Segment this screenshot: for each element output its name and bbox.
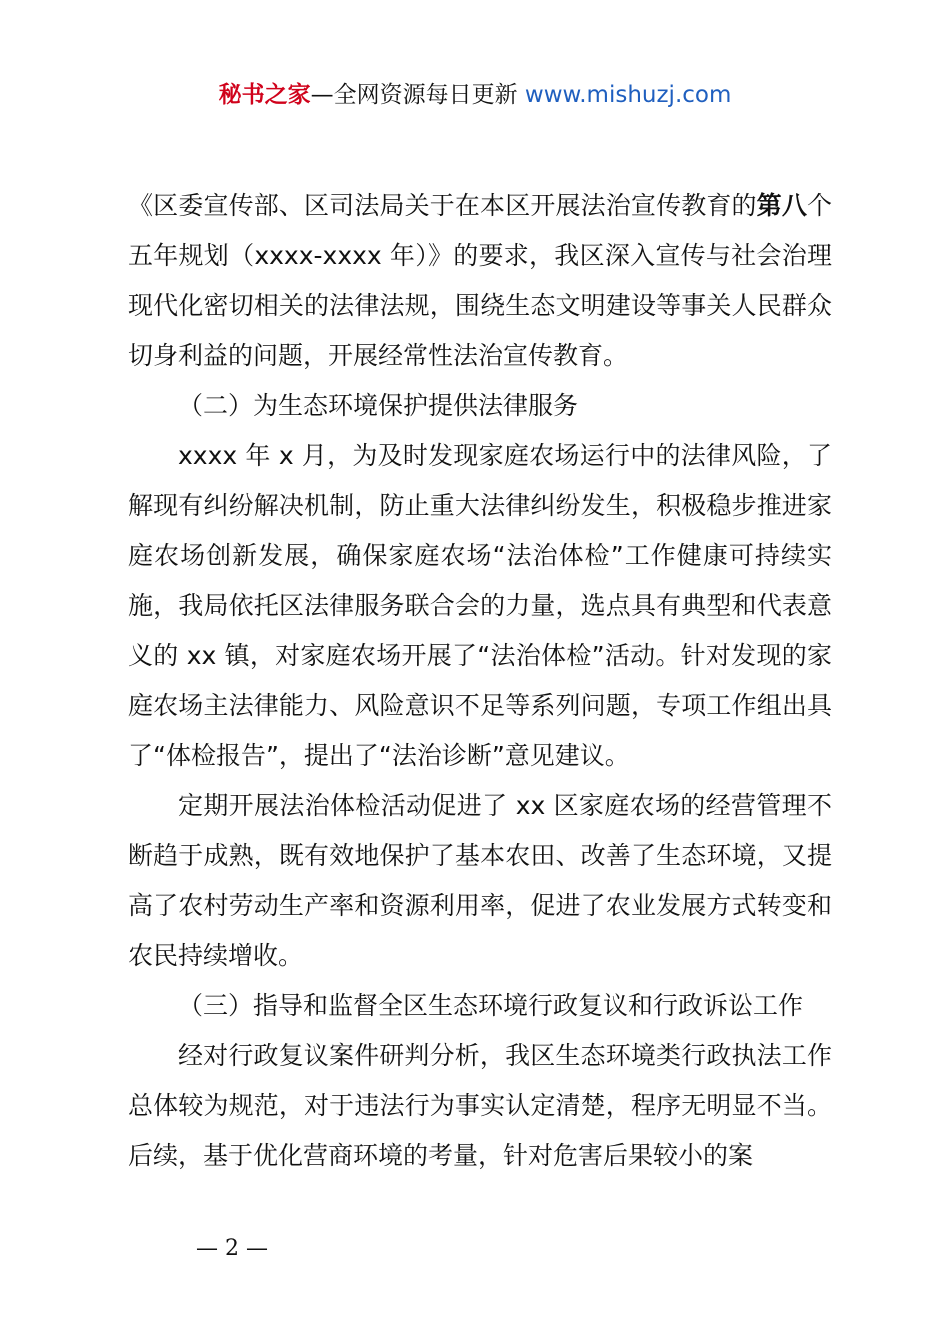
section-heading-2: （二）为生态环境保护提供法律服务 [178, 391, 579, 420]
brand-name: 秘书之家 [218, 82, 311, 108]
header-tagline: —全网资源每日更新 [310, 82, 525, 108]
paragraph-4: 经对行政复议案件研判分析，我区生态环境类行政执法工作总体较为规范，对于违法行为事实认定清楚，程序无明显不当。后续，基于优化营商环境的考量，针对危害后果较小的案 [128, 1041, 832, 1170]
document-body [128, 181, 832, 1181]
section-heading-3: （三）指导和监督全区生态环境行政复议和行政诉讼工作 [178, 991, 804, 1020]
paragraph-1-start: 《区委宣传部、区司法局关于在本区开展法治宣传教育的 [128, 191, 757, 220]
page-number: — 2 — [196, 1236, 268, 1261]
paragraph-1 [128, 181, 832, 381]
paragraph-2: xxxx 年 x 月，为及时发现家庭农场运行中的法律风险，了解现有纠纷解决机制，防止重大法律纠纷发生，积极稳步推进家庭农场创新发展，确保家庭农场“法治体检”工作健康可持续实施，我局依托区法律服务联合会的力量，选点具有典型和代表意义的 xx 镇，对家庭农场开展了“法治体检”活动。针对发现的家庭农场主法律能力、风险意识不足等系列问题，专项工作组出具了“体检报告”，提出了“法治诊断”意见建议。 [128, 441, 832, 770]
site-header [0, 78, 950, 112]
paragraph-1-bold: 第八 [756, 191, 807, 220]
paragraph-3: 定期开展法治体检活动促进了 xx 区家庭农场的经营管理不断趋于成熟，既有效地保护了基本农田、改善了生态环境，又提高了农村劳动生产率和资源利用率，促进了农业发展方式转变和农民持续增收。 [128, 791, 832, 970]
site-url: www.mishuzj.com [524, 82, 732, 108]
paragraph-1-rest: 个五年规划（xxxx-xxxx 年）》的要求，我区深入宣传与社会治理现代化密切相关的法律法规，围绕生态文明建设等事关人民群众切身利益的问题，开展经常性法治宣传教育。 [128, 191, 832, 370]
